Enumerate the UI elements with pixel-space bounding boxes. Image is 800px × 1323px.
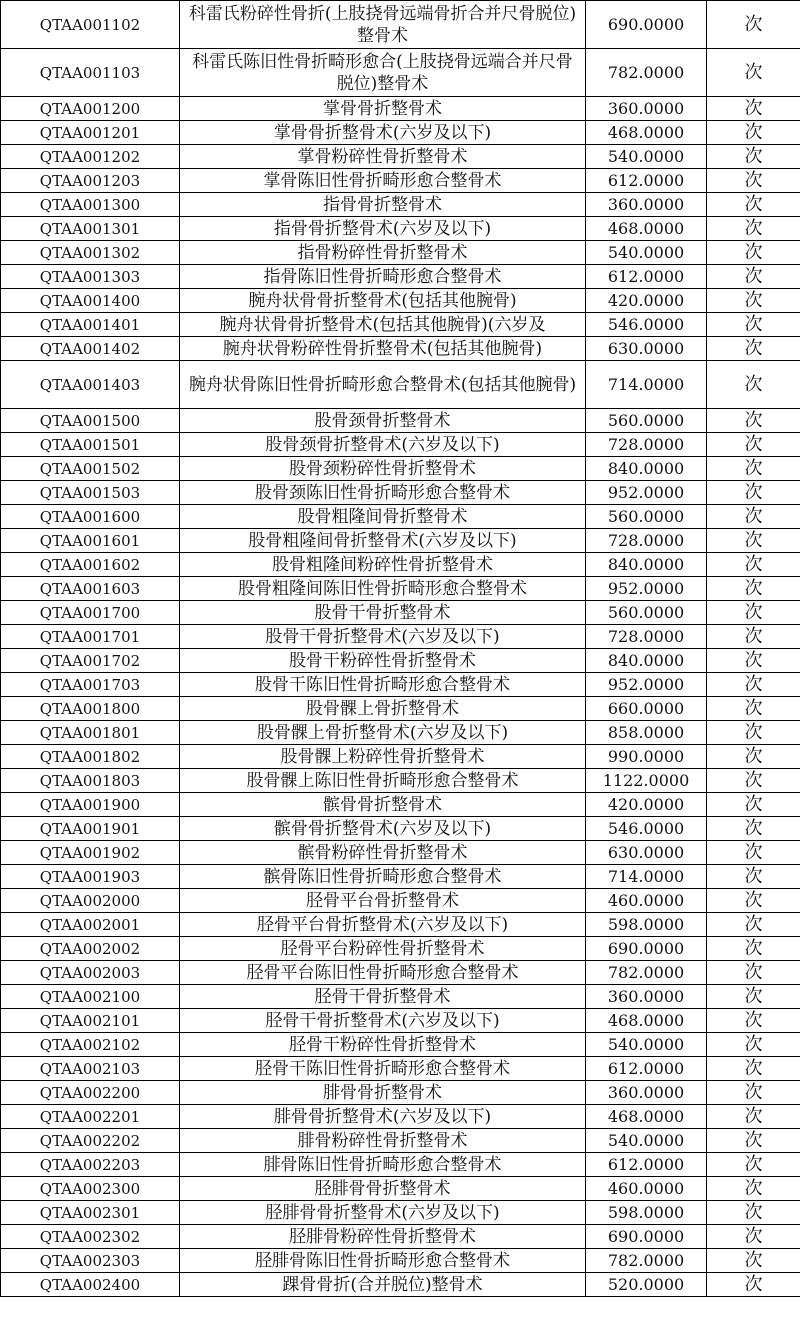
item-price-cell: 468.0000	[586, 1105, 707, 1129]
item-unit-cell: 次	[707, 577, 800, 601]
table-row	[1, 49, 800, 97]
item-unit-cell: 次	[707, 1177, 800, 1201]
item-name-cell: 胫腓骨骨折整骨术(六岁及以下)	[180, 1201, 586, 1225]
item-unit-cell: 次	[707, 793, 800, 817]
table-row	[1, 1153, 800, 1177]
table-row	[1, 145, 800, 169]
item-name-cell: 指骨骨折整骨术(六岁及以下)	[180, 217, 586, 241]
item-code-cell: QTAA001402	[1, 337, 180, 361]
item-code-cell: QTAA001800	[1, 697, 180, 721]
item-name-cell: 胫腓骨陈旧性骨折畸形愈合整骨术	[180, 1249, 586, 1273]
item-unit-cell: 次	[707, 769, 800, 793]
table-row	[1, 745, 800, 769]
item-code-cell: QTAA001703	[1, 673, 180, 697]
table-row	[1, 1, 800, 49]
item-name-cell: 胫骨干骨折整骨术(六岁及以下)	[180, 1009, 586, 1033]
item-name-cell: 股骨颈骨折整骨术(六岁及以下)	[180, 433, 586, 457]
item-name-cell: 指骨粉碎性骨折整骨术	[180, 241, 586, 265]
item-code-cell: QTAA002202	[1, 1129, 180, 1153]
item-name-cell: 腓骨骨折整骨术	[180, 1081, 586, 1105]
item-unit-cell: 次	[707, 409, 800, 433]
item-price-cell: 690.0000	[586, 1, 707, 49]
item-name-cell: 股骨颈陈旧性骨折畸形愈合整骨术	[180, 481, 586, 505]
item-price-cell: 612.0000	[586, 1153, 707, 1177]
table-row	[1, 865, 800, 889]
item-name-cell: 科雷氏粉碎性骨折(上肢挠骨远端骨折合并尺骨脱位)整骨术	[180, 1, 586, 49]
item-name-cell: 股骨髁上陈旧性骨折畸形愈合整骨术	[180, 769, 586, 793]
item-code-cell: QTAA002301	[1, 1201, 180, 1225]
item-price-cell: 840.0000	[586, 649, 707, 673]
item-code-cell: QTAA002303	[1, 1249, 180, 1273]
item-price-cell: 360.0000	[586, 1081, 707, 1105]
table-row	[1, 697, 800, 721]
table-row	[1, 481, 800, 505]
item-unit-cell: 次	[707, 1249, 800, 1273]
item-code-cell: QTAA001600	[1, 505, 180, 529]
item-price-cell: 546.0000	[586, 817, 707, 841]
item-name-cell: 腕舟状骨粉碎性骨折整骨术(包括其他腕骨)	[180, 337, 586, 361]
item-unit-cell: 次	[707, 721, 800, 745]
table-row	[1, 265, 800, 289]
item-unit-cell: 次	[707, 169, 800, 193]
item-name-cell: 股骨粗隆间粉碎性骨折整骨术	[180, 553, 586, 577]
item-name-cell: 股骨粗隆间陈旧性骨折畸形愈合整骨术	[180, 577, 586, 601]
item-unit-cell: 次	[707, 289, 800, 313]
item-name-cell: 股骨粗隆间骨折整骨术(六岁及以下)	[180, 529, 586, 553]
item-price-cell: 782.0000	[586, 1249, 707, 1273]
table-row	[1, 985, 800, 1009]
item-price-cell: 660.0000	[586, 697, 707, 721]
item-price-cell: 560.0000	[586, 601, 707, 625]
item-code-cell: QTAA001203	[1, 169, 180, 193]
table-row	[1, 793, 800, 817]
item-code-cell: QTAA001502	[1, 457, 180, 481]
item-unit-cell: 次	[707, 193, 800, 217]
item-price-cell: 690.0000	[586, 1225, 707, 1249]
item-price-cell: 714.0000	[586, 865, 707, 889]
item-name-cell: 指骨骨折整骨术	[180, 193, 586, 217]
item-unit-cell: 次	[707, 1201, 800, 1225]
item-unit-cell: 次	[707, 865, 800, 889]
item-name-cell: 股骨干骨折整骨术(六岁及以下)	[180, 625, 586, 649]
item-price-cell: 520.0000	[586, 1273, 707, 1297]
table-row	[1, 961, 800, 985]
item-price-cell: 460.0000	[586, 1177, 707, 1201]
item-code-cell: QTAA001603	[1, 577, 180, 601]
item-price-cell: 540.0000	[586, 1033, 707, 1057]
item-name-cell: 踝骨骨折(合并脱位)整骨术	[180, 1273, 586, 1297]
item-code-cell: QTAA001303	[1, 265, 180, 289]
item-code-cell: QTAA001802	[1, 745, 180, 769]
table-row	[1, 529, 800, 553]
item-code-cell: QTAA002300	[1, 1177, 180, 1201]
table-row	[1, 121, 800, 145]
item-code-cell: QTAA002001	[1, 913, 180, 937]
item-code-cell: QTAA001400	[1, 289, 180, 313]
item-price-cell: 1122.0000	[586, 769, 707, 793]
item-name-cell: 胫骨平台骨折整骨术(六岁及以下)	[180, 913, 586, 937]
item-name-cell: 胫骨干陈旧性骨折畸形愈合整骨术	[180, 1057, 586, 1081]
item-name-cell: 掌骨陈旧性骨折畸形愈合整骨术	[180, 169, 586, 193]
item-unit-cell: 次	[707, 649, 800, 673]
item-code-cell: QTAA001201	[1, 121, 180, 145]
item-code-cell: QTAA002102	[1, 1033, 180, 1057]
table-row	[1, 433, 800, 457]
table-row	[1, 337, 800, 361]
item-code-cell: QTAA001300	[1, 193, 180, 217]
item-code-cell: QTAA001102	[1, 1, 180, 49]
table-row	[1, 1201, 800, 1225]
item-price-cell: 468.0000	[586, 121, 707, 145]
table-row	[1, 193, 800, 217]
item-code-cell: QTAA001103	[1, 49, 180, 97]
item-price-cell: 560.0000	[586, 505, 707, 529]
item-code-cell: QTAA001702	[1, 649, 180, 673]
table-row	[1, 553, 800, 577]
table-row	[1, 241, 800, 265]
table-row	[1, 601, 800, 625]
item-unit-cell: 次	[707, 217, 800, 241]
item-unit-cell: 次	[707, 505, 800, 529]
item-code-cell: QTAA002200	[1, 1081, 180, 1105]
table-row	[1, 1009, 800, 1033]
item-unit-cell: 次	[707, 1225, 800, 1249]
item-price-cell: 560.0000	[586, 409, 707, 433]
item-name-cell: 股骨颈粉碎性骨折整骨术	[180, 457, 586, 481]
table-row	[1, 313, 800, 337]
item-name-cell: 掌骨粉碎性骨折整骨术	[180, 145, 586, 169]
table-row	[1, 817, 800, 841]
item-price-cell: 630.0000	[586, 337, 707, 361]
table-row	[1, 1105, 800, 1129]
item-code-cell: QTAA001602	[1, 553, 180, 577]
item-name-cell: 髌骨粉碎性骨折整骨术	[180, 841, 586, 865]
item-unit-cell: 次	[707, 481, 800, 505]
item-price-cell: 690.0000	[586, 937, 707, 961]
item-unit-cell: 次	[707, 985, 800, 1009]
item-name-cell: 髌骨骨折整骨术(六岁及以下)	[180, 817, 586, 841]
item-unit-cell: 次	[707, 697, 800, 721]
item-price-cell: 540.0000	[586, 1129, 707, 1153]
table-row	[1, 841, 800, 865]
item-price-cell: 630.0000	[586, 841, 707, 865]
item-code-cell: QTAA001200	[1, 97, 180, 121]
item-price-cell: 420.0000	[586, 793, 707, 817]
item-price-cell: 714.0000	[586, 361, 707, 409]
table-row	[1, 625, 800, 649]
fee-table-body	[1, 1, 800, 1297]
item-unit-cell: 次	[707, 1081, 800, 1105]
item-code-cell: QTAA002000	[1, 889, 180, 913]
table-row	[1, 769, 800, 793]
item-unit-cell: 次	[707, 673, 800, 697]
item-code-cell: QTAA001903	[1, 865, 180, 889]
item-code-cell: QTAA002400	[1, 1273, 180, 1297]
item-unit-cell: 次	[707, 937, 800, 961]
item-unit-cell: 次	[707, 313, 800, 337]
item-name-cell: 股骨髁上骨折整骨术(六岁及以下)	[180, 721, 586, 745]
item-name-cell: 掌骨骨折整骨术(六岁及以下)	[180, 121, 586, 145]
table-row	[1, 673, 800, 697]
item-unit-cell: 次	[707, 1033, 800, 1057]
item-price-cell: 612.0000	[586, 265, 707, 289]
item-name-cell: 胫腓骨粉碎性骨折整骨术	[180, 1225, 586, 1249]
table-row	[1, 289, 800, 313]
item-unit-cell: 次	[707, 913, 800, 937]
item-unit-cell: 次	[707, 49, 800, 97]
table-row	[1, 1057, 800, 1081]
item-name-cell: 胫骨干粉碎性骨折整骨术	[180, 1033, 586, 1057]
item-name-cell: 股骨干骨折整骨术	[180, 601, 586, 625]
item-code-cell: QTAA001700	[1, 601, 180, 625]
item-name-cell: 胫骨平台骨折整骨术	[180, 889, 586, 913]
table-row	[1, 457, 800, 481]
item-unit-cell: 次	[707, 745, 800, 769]
item-unit-cell: 次	[707, 457, 800, 481]
item-price-cell: 360.0000	[586, 97, 707, 121]
table-row	[1, 1033, 800, 1057]
item-price-cell: 468.0000	[586, 217, 707, 241]
item-price-cell: 360.0000	[586, 985, 707, 1009]
table-row	[1, 361, 800, 409]
item-code-cell: QTAA001302	[1, 241, 180, 265]
table-row	[1, 169, 800, 193]
table-row	[1, 577, 800, 601]
table-row	[1, 409, 800, 433]
item-name-cell: 腕舟状骨骨折整骨术(包括其他腕骨)	[180, 289, 586, 313]
item-name-cell: 股骨髁上骨折整骨术	[180, 697, 586, 721]
item-name-cell: 指骨陈旧性骨折畸形愈合整骨术	[180, 265, 586, 289]
item-unit-cell: 次	[707, 361, 800, 409]
item-code-cell: QTAA002003	[1, 961, 180, 985]
item-code-cell: QTAA001500	[1, 409, 180, 433]
item-name-cell: 腓骨骨折整骨术(六岁及以下)	[180, 1105, 586, 1129]
item-code-cell: QTAA002203	[1, 1153, 180, 1177]
item-price-cell: 840.0000	[586, 553, 707, 577]
item-code-cell: QTAA002302	[1, 1225, 180, 1249]
item-name-cell: 腕舟状骨骨折整骨术(包括其他腕骨)(六岁及	[180, 313, 586, 337]
item-unit-cell: 次	[707, 337, 800, 361]
item-name-cell: 胫腓骨骨折整骨术	[180, 1177, 586, 1201]
item-price-cell: 840.0000	[586, 457, 707, 481]
table-row	[1, 505, 800, 529]
item-unit-cell: 次	[707, 1153, 800, 1177]
item-unit-cell: 次	[707, 961, 800, 985]
item-name-cell: 胫骨平台陈旧性骨折畸形愈合整骨术	[180, 961, 586, 985]
table-row	[1, 649, 800, 673]
item-name-cell: 掌骨骨折整骨术	[180, 97, 586, 121]
item-code-cell: QTAA001301	[1, 217, 180, 241]
item-unit-cell: 次	[707, 1, 800, 49]
table-row	[1, 1249, 800, 1273]
item-code-cell: QTAA001401	[1, 313, 180, 337]
item-unit-cell: 次	[707, 625, 800, 649]
item-name-cell: 股骨干粉碎性骨折整骨术	[180, 649, 586, 673]
item-name-cell: 股骨髁上粉碎性骨折整骨术	[180, 745, 586, 769]
item-code-cell: QTAA001601	[1, 529, 180, 553]
item-unit-cell: 次	[707, 265, 800, 289]
item-price-cell: 612.0000	[586, 169, 707, 193]
table-row	[1, 721, 800, 745]
item-code-cell: QTAA001901	[1, 817, 180, 841]
item-price-cell: 360.0000	[586, 193, 707, 217]
item-unit-cell: 次	[707, 121, 800, 145]
item-price-cell: 420.0000	[586, 289, 707, 313]
table-row	[1, 913, 800, 937]
item-code-cell: QTAA001801	[1, 721, 180, 745]
table-row	[1, 97, 800, 121]
item-unit-cell: 次	[707, 145, 800, 169]
item-price-cell: 728.0000	[586, 529, 707, 553]
item-name-cell: 胫骨干骨折整骨术	[180, 985, 586, 1009]
item-name-cell: 腓骨陈旧性骨折畸形愈合整骨术	[180, 1153, 586, 1177]
item-unit-cell: 次	[707, 1057, 800, 1081]
item-unit-cell: 次	[707, 97, 800, 121]
item-code-cell: QTAA002100	[1, 985, 180, 1009]
item-unit-cell: 次	[707, 529, 800, 553]
table-row	[1, 217, 800, 241]
item-unit-cell: 次	[707, 433, 800, 457]
item-code-cell: QTAA001803	[1, 769, 180, 793]
table-row	[1, 1177, 800, 1201]
table-row	[1, 1081, 800, 1105]
item-name-cell: 髌骨陈旧性骨折畸形愈合整骨术	[180, 865, 586, 889]
item-name-cell: 髌骨骨折整骨术	[180, 793, 586, 817]
item-price-cell: 468.0000	[586, 1009, 707, 1033]
item-name-cell: 腕舟状骨陈旧性骨折畸形愈合整骨术(包括其他腕骨)	[180, 361, 586, 409]
item-unit-cell: 次	[707, 1009, 800, 1033]
item-price-cell: 858.0000	[586, 721, 707, 745]
item-price-cell: 546.0000	[586, 313, 707, 337]
item-unit-cell: 次	[707, 1105, 800, 1129]
item-price-cell: 598.0000	[586, 1201, 707, 1225]
item-price-cell: 540.0000	[586, 241, 707, 265]
item-code-cell: QTAA001403	[1, 361, 180, 409]
table-row	[1, 1225, 800, 1249]
table-row	[1, 937, 800, 961]
item-code-cell: QTAA001900	[1, 793, 180, 817]
item-price-cell: 460.0000	[586, 889, 707, 913]
item-unit-cell: 次	[707, 601, 800, 625]
table-row	[1, 1273, 800, 1297]
item-price-cell: 598.0000	[586, 913, 707, 937]
item-price-cell: 990.0000	[586, 745, 707, 769]
item-code-cell: QTAA001902	[1, 841, 180, 865]
item-price-cell: 952.0000	[586, 673, 707, 697]
item-price-cell: 612.0000	[586, 1057, 707, 1081]
item-unit-cell: 次	[707, 1129, 800, 1153]
item-code-cell: QTAA001701	[1, 625, 180, 649]
item-code-cell: QTAA002002	[1, 937, 180, 961]
item-code-cell: QTAA001202	[1, 145, 180, 169]
item-price-cell: 728.0000	[586, 433, 707, 457]
item-unit-cell: 次	[707, 817, 800, 841]
item-price-cell: 952.0000	[586, 577, 707, 601]
item-unit-cell: 次	[707, 1273, 800, 1297]
item-unit-cell: 次	[707, 553, 800, 577]
item-code-cell: QTAA002103	[1, 1057, 180, 1081]
item-name-cell: 胫骨平台粉碎性骨折整骨术	[180, 937, 586, 961]
table-row	[1, 1129, 800, 1153]
item-name-cell: 股骨干陈旧性骨折畸形愈合整骨术	[180, 673, 586, 697]
item-name-cell: 股骨颈骨折整骨术	[180, 409, 586, 433]
item-price-cell: 782.0000	[586, 49, 707, 97]
item-name-cell: 腓骨粉碎性骨折整骨术	[180, 1129, 586, 1153]
item-unit-cell: 次	[707, 841, 800, 865]
item-code-cell: QTAA001501	[1, 433, 180, 457]
item-name-cell: 股骨粗隆间骨折整骨术	[180, 505, 586, 529]
item-code-cell: QTAA002101	[1, 1009, 180, 1033]
item-name-cell: 科雷氏陈旧性骨折畸形愈合(上肢挠骨远端合并尺骨脱位)整骨术	[180, 49, 586, 97]
item-code-cell: QTAA001503	[1, 481, 180, 505]
item-unit-cell: 次	[707, 241, 800, 265]
table-row	[1, 889, 800, 913]
item-code-cell: QTAA002201	[1, 1105, 180, 1129]
item-price-cell: 782.0000	[586, 961, 707, 985]
item-price-cell: 540.0000	[586, 145, 707, 169]
item-price-cell: 728.0000	[586, 625, 707, 649]
item-unit-cell: 次	[707, 889, 800, 913]
item-price-cell: 952.0000	[586, 481, 707, 505]
